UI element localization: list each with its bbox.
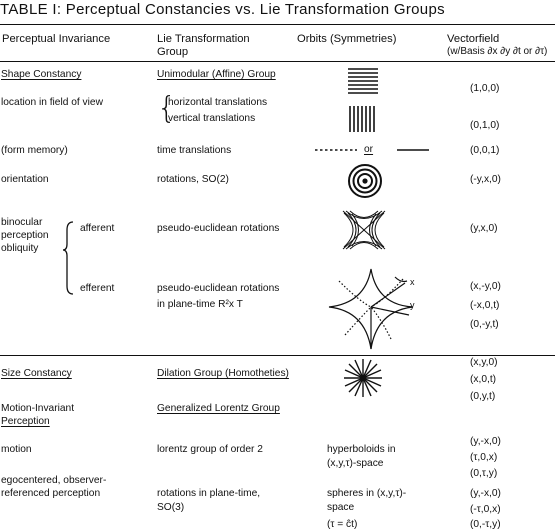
obliquity-label: obliquity xyxy=(1,243,39,254)
brace-translations: { xyxy=(157,91,177,126)
astroid-figure xyxy=(325,265,420,353)
star-burst-figure xyxy=(343,358,383,398)
vectorfield-efferent-2: (-x,0,t) xyxy=(470,300,500,311)
lorentz-order2-label: lorentz group of order 2 xyxy=(157,444,263,455)
unimodular-group-label: Unimodular (Affine) Group xyxy=(157,69,276,80)
pseudo-euclidean-label: pseudo-euclidean rotations xyxy=(157,223,280,234)
hyperbolae-figure xyxy=(340,208,388,252)
vectorfield-ego-1: (y,-x,0) xyxy=(470,488,501,499)
generalized-lorentz-label: Generalized Lorentz Group xyxy=(157,403,280,414)
vectorfield-efferent-1: (x,-y,0) xyxy=(470,281,501,292)
form-memory-label: (form memory) xyxy=(1,145,68,156)
shape-constancy-label: Shape Constancy xyxy=(1,69,82,80)
perception-label: perception xyxy=(1,230,49,241)
top-rule xyxy=(0,24,555,25)
horizontal-translations-label: horizontal translations xyxy=(168,97,268,108)
xyt-space-label: (x,y,τ)-space xyxy=(327,458,384,469)
vectorfield-dilation-1: (x,y,0) xyxy=(470,357,498,368)
brace-afferent-efferent xyxy=(62,218,76,298)
vectorfield-ego-3: (0,-τ,y) xyxy=(470,519,501,530)
or-label: or xyxy=(364,144,374,155)
header-orbits: Orbits (Symmetries) xyxy=(297,33,397,45)
afferent-label: afferent xyxy=(80,223,115,234)
location-label: location in field of view xyxy=(1,97,103,108)
vectorfield-motion-1: (y,-x,0) xyxy=(470,436,501,447)
time-lines-figure xyxy=(315,144,435,156)
pseudo-euclidean-2-label: pseudo-euclidean rotations xyxy=(157,283,280,294)
vectorfield-yx0: (y,x,0) xyxy=(470,223,498,234)
vectorfield-rotation: (-y,x,0) xyxy=(470,174,501,185)
time-translations-label: time translations xyxy=(157,145,232,156)
vectorfield-010: (0,1,0) xyxy=(470,120,500,131)
vectorfield-motion-2: (τ,0,x) xyxy=(470,452,498,463)
vectorfield-100: (1,0,0) xyxy=(470,83,500,94)
axis-y-label: y xyxy=(410,300,415,310)
header-lie-group-line1: Lie Transformation xyxy=(157,33,250,45)
egocentered-label: egocentered, observer- xyxy=(1,475,107,486)
horizontal-lines-figure xyxy=(348,67,380,97)
vectorfield-ego-2: (-τ,0,x) xyxy=(470,504,501,515)
orientation-label: orientation xyxy=(1,174,49,185)
vectorfield-motion-3: (0,τ,y) xyxy=(470,468,498,479)
rotations-so2-label: rotations, SO(2) xyxy=(157,174,229,185)
dilation-group-label: Dilation Group (Homotheties) xyxy=(157,368,289,379)
plane-time-label: in plane-time R²x T xyxy=(157,299,243,310)
vertical-translations-label: vertical translations xyxy=(168,113,256,124)
vectorfield-efferent-3: (0,-y,t) xyxy=(470,319,499,330)
hyperboloids-label: hyperboloids in xyxy=(327,444,396,455)
so3-label: SO(3) xyxy=(157,502,185,513)
motion-label: motion xyxy=(1,444,32,455)
vectorfield-dilation-2: (x,0,t) xyxy=(470,374,497,385)
motion-invariant-label: Motion-Invariant xyxy=(1,403,75,414)
header-perceptual-invariance: Perceptual Invariance xyxy=(2,33,111,45)
axis-x-label: x xyxy=(410,277,415,287)
section-rule xyxy=(0,355,555,356)
space-label: space xyxy=(327,502,355,513)
vectorfield-dilation-3: (0,y,t) xyxy=(470,391,496,402)
concentric-circles-figure xyxy=(347,163,383,199)
size-constancy-label: Size Constancy xyxy=(1,368,72,379)
efferent-label: efferent xyxy=(80,283,115,294)
binocular-label: binocular xyxy=(1,217,43,228)
header-lie-group-line2: Group xyxy=(157,46,189,58)
vertical-lines-figure xyxy=(348,106,380,134)
referenced-perception-label: referenced perception xyxy=(1,488,101,499)
header-vectorfield: Vectorfield xyxy=(447,33,500,45)
header-rule xyxy=(0,61,555,62)
rotations-plane-time-label: rotations in plane-time, xyxy=(157,488,261,499)
perception-2-label: Perception xyxy=(1,416,50,427)
header-vectorfield-basis: (w/Basis ∂x ∂y ∂t or ∂τ) xyxy=(447,46,548,57)
vectorfield-001: (0,0,1) xyxy=(470,145,500,156)
table-title: TABLE I: Perceptual Constancies vs. Lie Transformation Groups xyxy=(0,1,445,18)
tau-equation-label: (τ = ĉt) xyxy=(327,519,358,530)
spheres-label: spheres in (x,y,τ)- xyxy=(327,488,407,499)
